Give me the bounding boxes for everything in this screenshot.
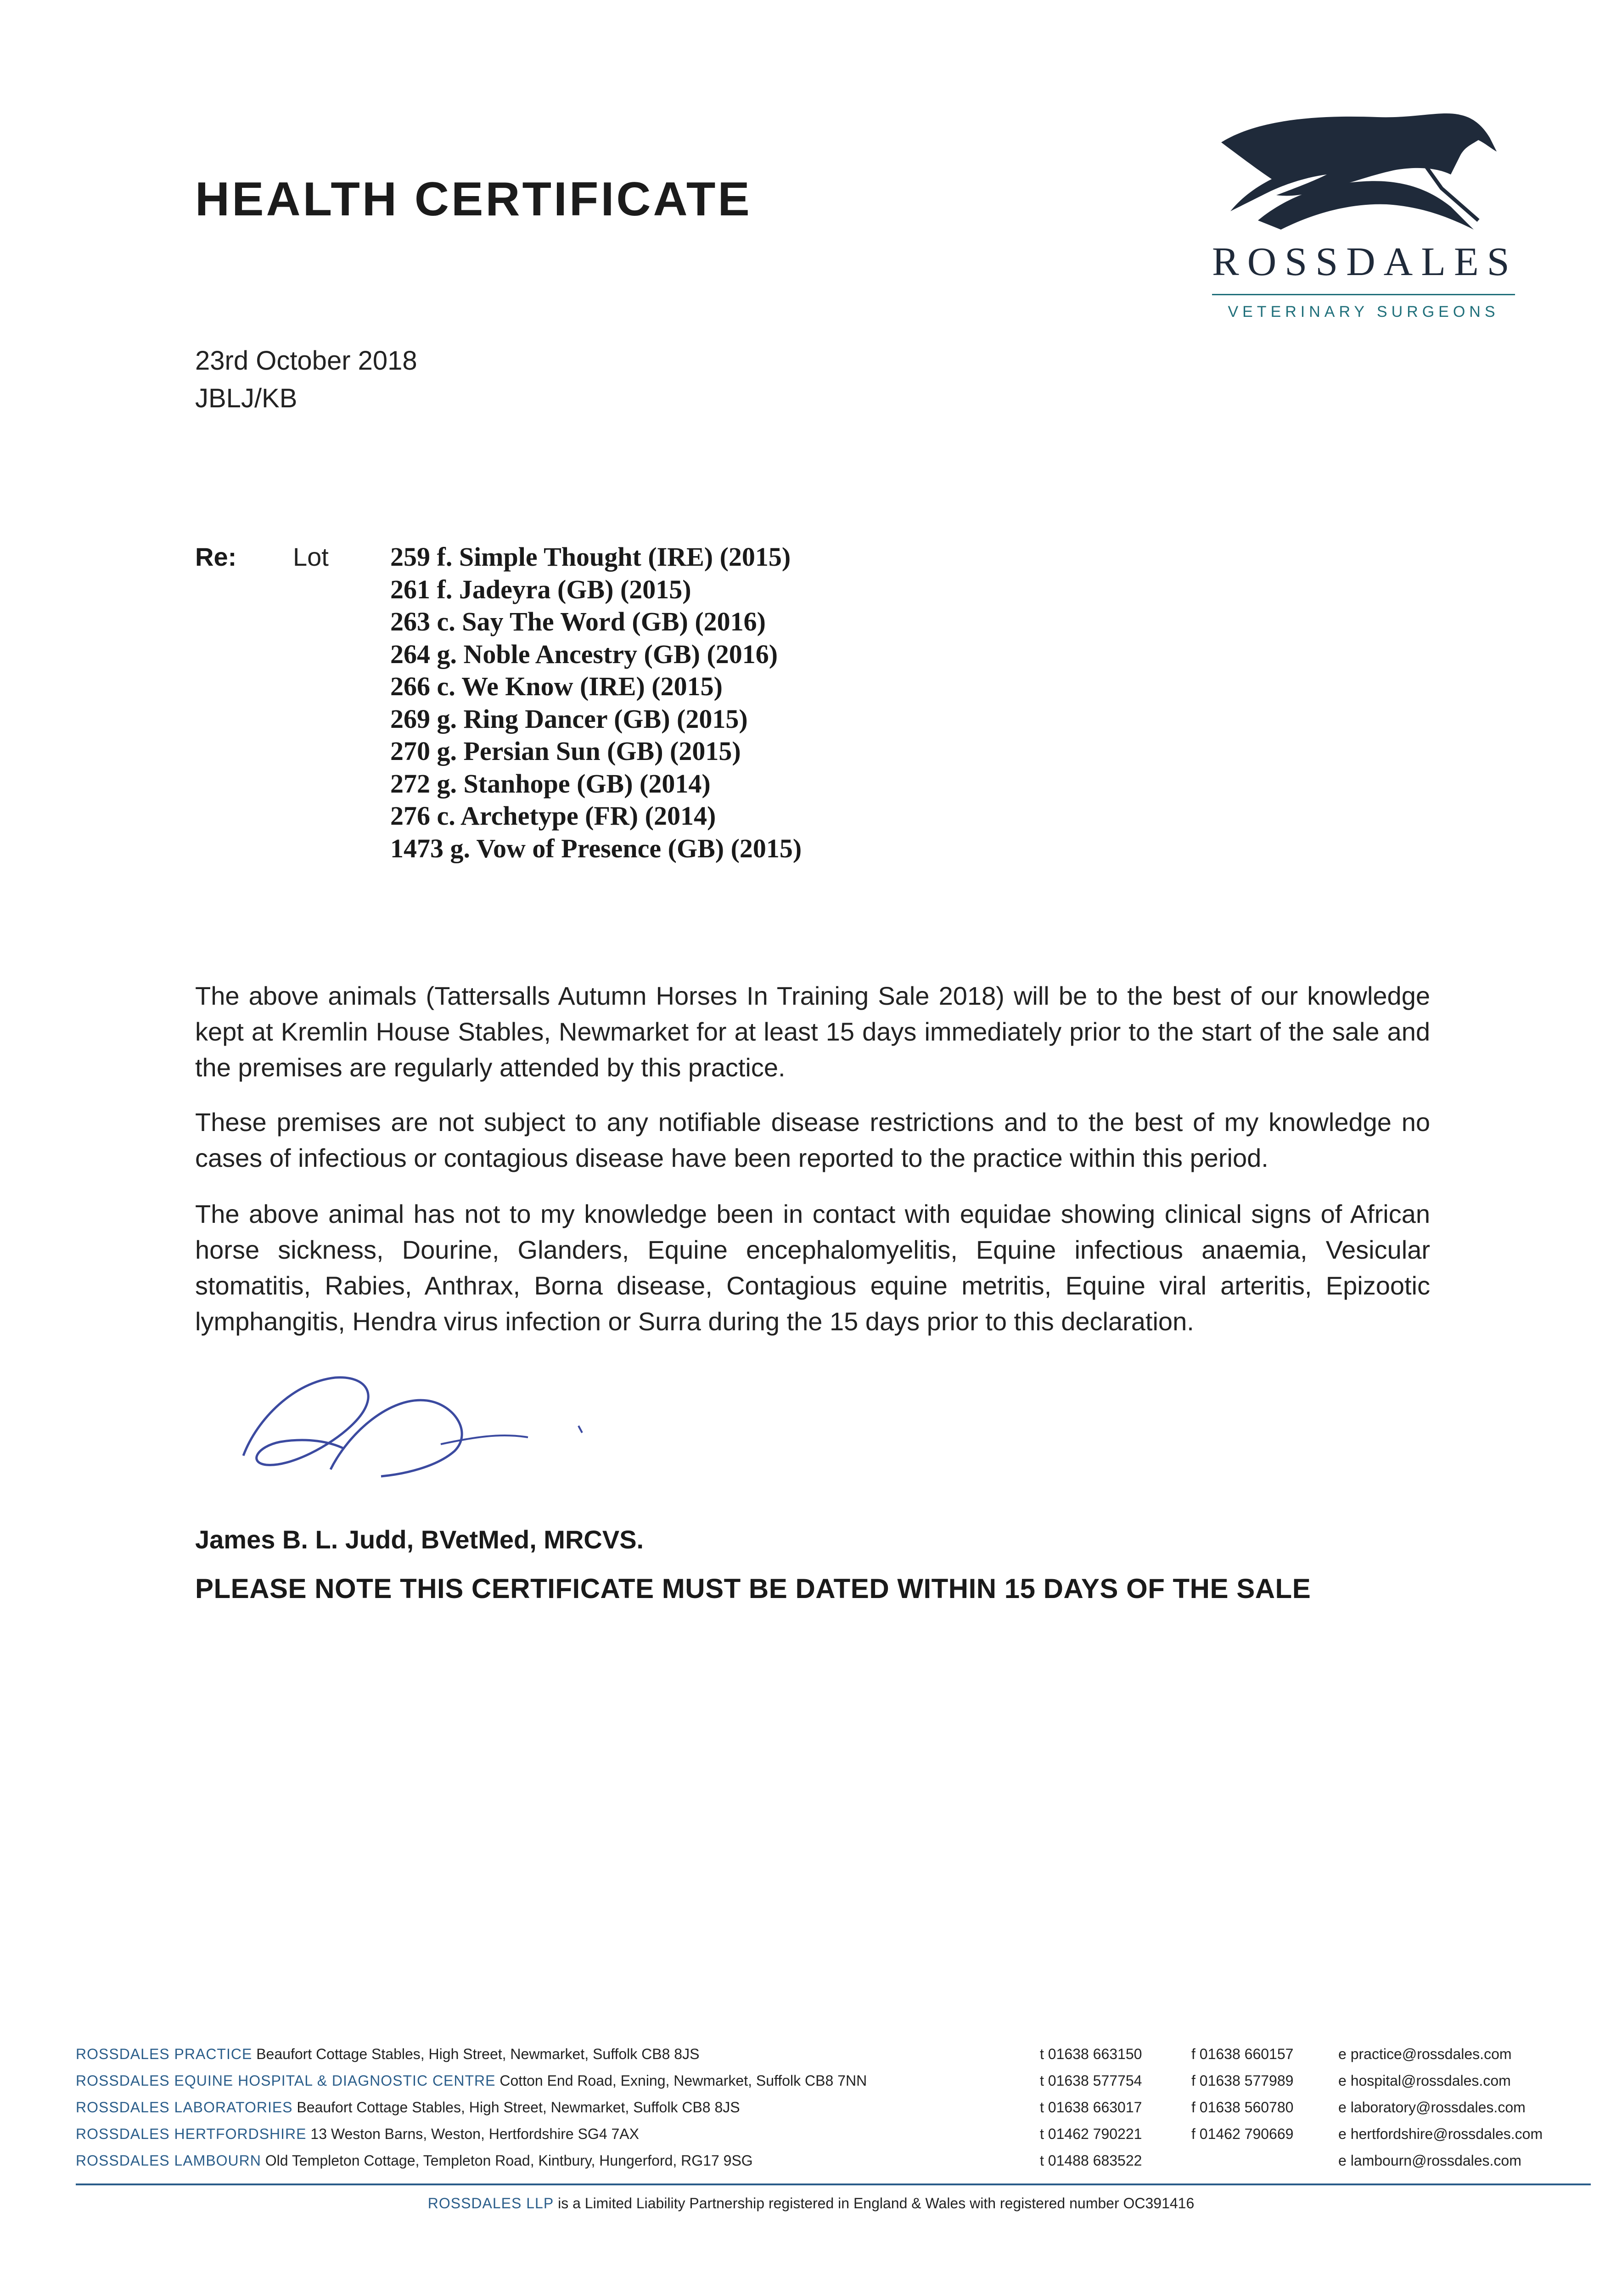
lot-item: 272 g. Stanhope (GB) (2014) bbox=[390, 768, 711, 799]
footer-row bbox=[76, 2126, 1568, 2152]
lot-item: 263 c. Say The Word (GB) (2016) bbox=[390, 607, 766, 636]
letter-date: 23rd October 2018 bbox=[195, 346, 417, 376]
footer-fax: f 01638 560780 bbox=[1191, 2099, 1294, 2116]
lot-item: 269 g. Ring Dancer (GB) (2015) bbox=[390, 703, 748, 734]
footer-phone: t 01638 663017 bbox=[1040, 2099, 1142, 2116]
lot-item: 266 c. We Know (IRE) (2015) bbox=[390, 671, 723, 701]
footer-row bbox=[76, 2072, 1568, 2099]
body-paragraph: The above animals (Tattersalls Autumn Horses In Training Sale 2018) will be to the best of our knowledge kept at Kremlin House Stables, Newmarket for at least 15 days immediately prior to the start of the sale and the premises are regularly attended by this practice. bbox=[195, 981, 1430, 1082]
signature bbox=[216, 1364, 592, 1502]
footer-email: e lambourn@rossdales.com bbox=[1338, 2152, 1521, 2169]
footer-divider bbox=[76, 2183, 1591, 2185]
llp-text: is a Limited Liability Partnership registered in England & Wales with registered number OC391416 bbox=[558, 2195, 1195, 2212]
footer-address: Cotton End Road, Exning, Newmarket, Suffolk CB8 7NN bbox=[500, 2072, 867, 2089]
body-paragraph: These premises are not subject to any notifiable disease restrictions and to the best of my knowledge no cases of infectious or contagious disease have been reported to the practice within this period. bbox=[195, 1108, 1430, 1172]
footer-email: e hospital@rossdales.com bbox=[1338, 2072, 1511, 2089]
footer-fax: f 01638 660157 bbox=[1191, 2046, 1294, 2062]
letter-reference: JBLJ/KB bbox=[195, 383, 297, 413]
footer-email: e laboratory@rossdales.com bbox=[1338, 2099, 1526, 2116]
lot-item: 264 g. Noble Ancestry (GB) (2016) bbox=[390, 639, 778, 669]
footer-phone: t 01638 663150 bbox=[1040, 2046, 1142, 2062]
llp-name: ROSSDALES LLP bbox=[427, 2195, 554, 2212]
footer-address: 13 Weston Barns, Weston, Hertfordshire SG4 7AX bbox=[310, 2126, 639, 2142]
footer-address: Beaufort Cottage Stables, High Street, Newmarket, Suffolk CB8 8JS bbox=[297, 2099, 740, 2116]
footer-row bbox=[76, 2152, 1568, 2179]
footer-row bbox=[76, 2046, 1568, 2072]
footer-contacts bbox=[76, 2046, 1568, 2179]
footer-office-name: ROSSDALES HERTFORDSHIRE bbox=[76, 2126, 307, 2142]
footer-email: e practice@rossdales.com bbox=[1338, 2046, 1512, 2062]
footer-office-name: ROSSDALES PRACTICE bbox=[76, 2046, 253, 2062]
lot-list bbox=[390, 541, 802, 865]
body-paragraph: The above animal has not to my knowledge been in contact with equidae showing clinical signs of African horse sickness, Dourine, Glanders, Equine encephalomyelitis, Equine infectious anaemia, Vesicular stomatitis, Rabies, Anthrax, Borna disease, Contagious equine metritis, Equine viral arteritis, Epizootic lymphangitis, Hendra virus infection or Surra during the 15 days prior to this declaration. bbox=[195, 1199, 1430, 1336]
certificate-title: HEALTH CERTIFICATE bbox=[195, 173, 752, 226]
footer-fax: f 01638 577989 bbox=[1191, 2072, 1294, 2089]
brand-divider bbox=[1212, 294, 1515, 295]
footer-phone: t 01488 683522 bbox=[1040, 2152, 1142, 2169]
lot-label: Lot bbox=[293, 542, 329, 571]
footer-address: Old Templeton Cottage, Templeton Road, Kintbury, Hungerford, RG17 9SG bbox=[265, 2152, 753, 2169]
signer-name: James B. L. Judd, BVetMed, MRCVS. bbox=[195, 1525, 644, 1554]
lot-item: 261 f. Jadeyra (GB) (2015) bbox=[390, 574, 691, 604]
footer-phone: t 01462 790221 bbox=[1040, 2126, 1142, 2142]
notice: PLEASE NOTE THIS CERTIFICATE MUST BE DATED WITHIN 15 DAYS OF THE SALE bbox=[195, 1573, 1311, 1604]
footer-row bbox=[76, 2099, 1568, 2126]
footer-office-name: ROSSDALES LAMBOURN bbox=[76, 2152, 261, 2169]
brand-name: ROSSDALES bbox=[1212, 240, 1518, 284]
re-label: Re: bbox=[195, 542, 237, 571]
footer-fax: f 01462 790669 bbox=[1191, 2126, 1294, 2142]
footer-office-name: ROSSDALES LABORATORIES bbox=[76, 2099, 293, 2116]
horse-logo-icon bbox=[1203, 101, 1524, 331]
footer-address: Beaufort Cottage Stables, High Street, Newmarket, Suffolk CB8 8JS bbox=[256, 2046, 700, 2062]
lot-item: 259 f. Simple Thought (IRE) (2015) bbox=[390, 542, 791, 572]
lot-item: 276 c. Archetype (FR) (2014) bbox=[390, 801, 716, 831]
lot-item: 270 g. Persian Sun (GB) (2015) bbox=[390, 736, 741, 766]
footer-office-name: ROSSDALES EQUINE HOSPITAL & DIAGNOSTIC CENTRE bbox=[76, 2072, 496, 2089]
letter-meta bbox=[195, 342, 417, 417]
lot-item: 1473 g. Vow of Presence (GB) (2015) bbox=[390, 833, 802, 863]
footer-email: e hertfordshire@rossdales.com bbox=[1338, 2126, 1543, 2142]
brand-tagline: VETERINARY SURGEONS bbox=[1228, 303, 1499, 321]
footer-phone: t 01638 577754 bbox=[1040, 2072, 1142, 2089]
llp-statement bbox=[0, 2195, 1622, 2212]
